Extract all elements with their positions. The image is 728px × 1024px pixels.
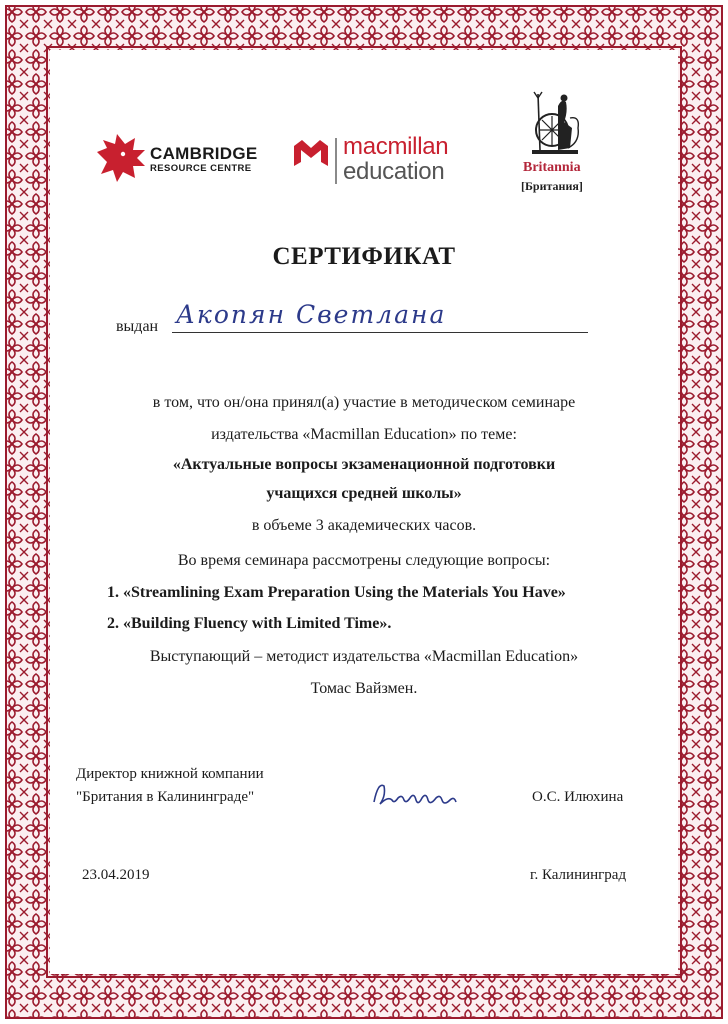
speaker-line-2: Томас Вайзмен. (310, 680, 418, 697)
hours-line: в объеме 3 академических часов. (251, 517, 477, 534)
macmillan-logo-text (343, 135, 448, 185)
macmillan-divider (335, 138, 337, 184)
macmillan-logo-line1: macmillan (343, 133, 449, 160)
britannia-logo-line1: Britannia (523, 160, 581, 175)
body-line-2: издательства «Macmillan Education» по теме: (211, 426, 517, 443)
cambridge-lion-icon (93, 130, 149, 186)
certificate-title: СЕРТИФИКАТ (272, 243, 456, 270)
recipient-handwritten-name: Акопян Светлана (176, 300, 447, 329)
question-item: 1. «Streamlining Exam Preparation Using the Materials You Have» (107, 584, 566, 601)
signer-name: О.С. Илюхина (532, 789, 624, 805)
questions-intro: Во время семинара рассмотрены следующие вопросы: (177, 552, 551, 569)
topic-line-2: учащихся средней школы» (266, 485, 462, 502)
cambridge-logo-line2: RESOURCE CENTRE (150, 163, 252, 174)
cambridge-logo-line1: CAMBRIDGE (150, 144, 258, 163)
recipient-underline (172, 332, 588, 333)
director-signature-image (370, 776, 462, 812)
certificate-body (50, 50, 678, 974)
question-item: 2. «Building Fluency with Limited Time». (107, 615, 392, 632)
director-title-line-1: Директор книжной компании (76, 766, 264, 782)
britannia-logo-line2: [Британия] (521, 179, 583, 193)
issued-label: выдан (116, 318, 159, 335)
issue-city: г. Калининград (530, 867, 627, 883)
cambridge-logo-text (150, 145, 258, 174)
director-title-line-2: "Британия в Калининграде" (76, 789, 255, 805)
macmillan-m-icon (292, 138, 330, 168)
macmillan-logo-line2: education (343, 158, 445, 185)
speaker-line-1: Выступающий – методист издательства «Macmillan Education» (149, 648, 579, 665)
britannia-figure-icon (528, 88, 584, 160)
issue-date: 23.04.2019 (82, 867, 150, 883)
topic-line-1: «Актуальные вопросы экзаменационной подготовки (172, 456, 556, 473)
body-line-1: в том, что он/она принял(а) участие в методическом семинаре (152, 394, 576, 411)
